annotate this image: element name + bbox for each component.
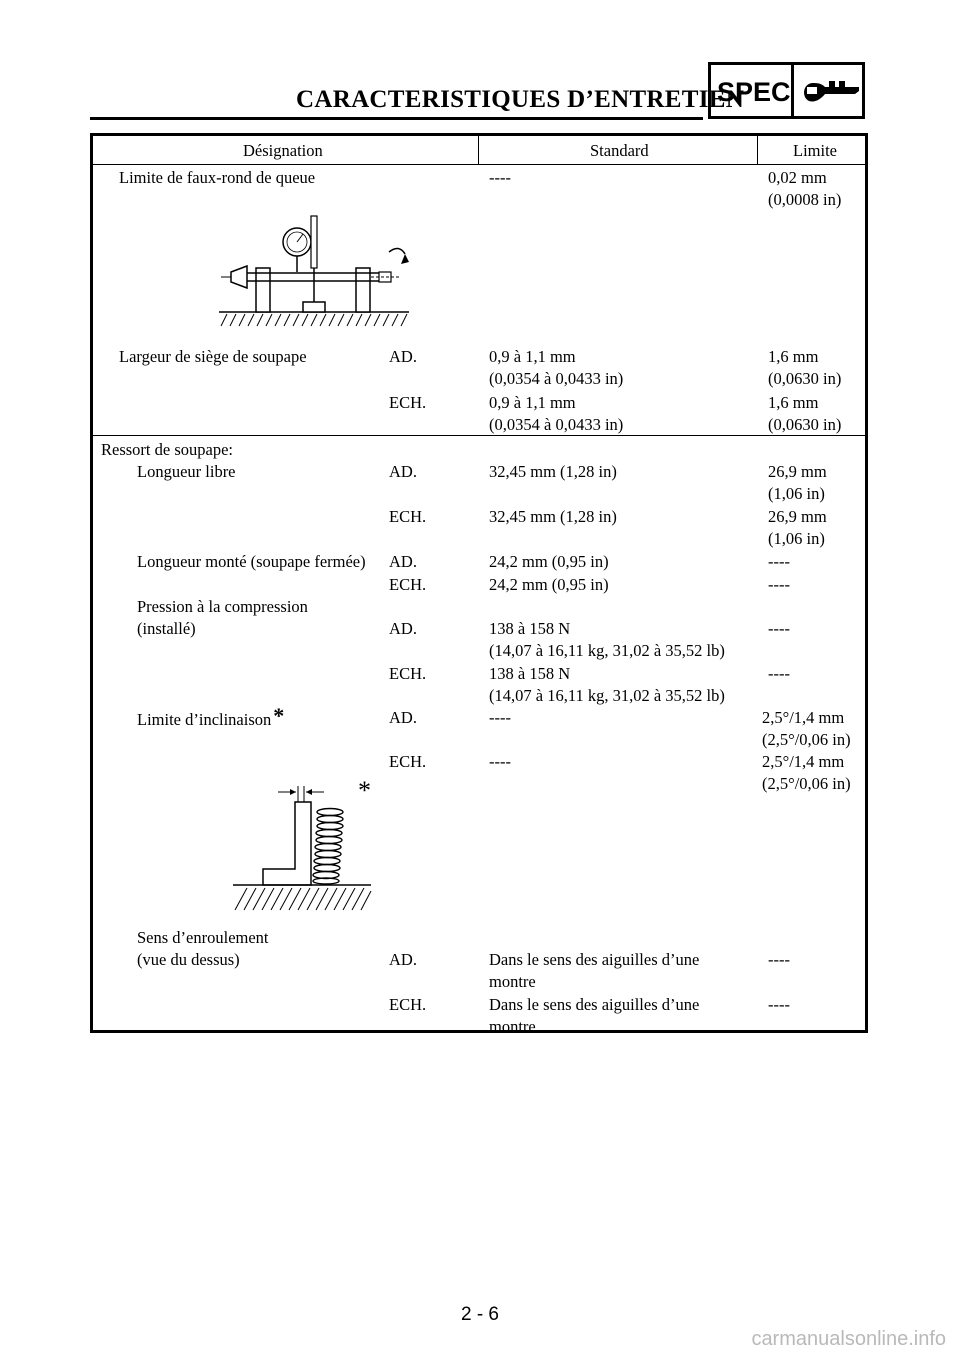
- pression-ad-tag: AD.: [389, 619, 417, 638]
- libre-ech-limit: 26,9 mm: [768, 507, 827, 526]
- largeur-ad-standard-in: (0,0354 à 0,0433 in): [489, 369, 624, 388]
- monte-ech-limit: ----: [768, 575, 790, 594]
- inclinaison-ad-standard: ----: [489, 708, 511, 727]
- sens-ech-standard: Dans le sens des aiguilles d’une: [489, 995, 700, 1014]
- faux-rond-limit: 0,02 mm: [768, 168, 827, 187]
- largeur-ech-limit: 1,6 mm: [768, 393, 819, 412]
- col-header-standard: Standard: [590, 141, 649, 160]
- libre-ech-standard: 32,45 mm (1,28 in): [489, 507, 617, 526]
- row-label-sens-vue: (vue du dessus): [137, 950, 240, 969]
- header-row-rule: [93, 164, 865, 165]
- faux-rond-limit-in: (0,0008 in): [768, 190, 842, 209]
- row-label-longueur-libre: Longueur libre: [137, 462, 236, 481]
- sens-ech-standard-cont: montre: [489, 1017, 536, 1036]
- row-label-faux-rond: Limite de faux-rond de queue: [119, 168, 316, 187]
- inclinaison-ech-tag: ECH.: [389, 752, 427, 771]
- asterisk-icon: *: [358, 776, 371, 805]
- badge-divider: [791, 65, 794, 116]
- pression-ad-standard-detail: (14,07 à 16,11 kg, 31,02 à 35,52 lb): [489, 641, 725, 660]
- monte-ech-standard: 24,2 mm (0,95 in): [489, 575, 609, 594]
- row-label-pression: Pression à la compression: [137, 597, 308, 616]
- inclinaison-ad-limit-in: (2,5°/0,06 in): [762, 730, 851, 749]
- asterisk-icon: *: [273, 703, 285, 728]
- row-label-largeur: Largeur de siège de soupape: [119, 347, 307, 366]
- sens-ech-limit: ----: [768, 995, 790, 1014]
- row-label-inclinaison: [137, 703, 285, 731]
- col-divider: [478, 136, 479, 164]
- page-number: 2 - 6: [460, 1304, 500, 1325]
- libre-ad-tag: AD.: [389, 462, 417, 481]
- largeur-ad-limit-in: (0,0630 in): [768, 369, 842, 388]
- libre-ech-tag: ECH.: [389, 507, 427, 526]
- col-header-limit: Limite: [793, 141, 837, 160]
- monte-ad-limit: ----: [768, 552, 790, 571]
- row-label-pression-installe: (installé): [137, 619, 196, 638]
- monte-ech-tag: ECH.: [389, 575, 427, 594]
- faux-rond-standard: ----: [489, 168, 511, 187]
- inclinaison-ad-tag: AD.: [389, 708, 417, 727]
- largeur-ech-limit-in: (0,0630 in): [768, 415, 842, 434]
- pression-ech-standard: 138 à 158 N: [489, 664, 571, 683]
- inclinaison-ech-limit-in: (2,5°/0,06 in): [762, 774, 851, 793]
- runout-figure: [211, 208, 421, 328]
- col-header-designation: Désignation: [243, 141, 323, 160]
- libre-ad-limit-in: (1,06 in): [768, 484, 825, 503]
- spec-badge: [708, 62, 865, 119]
- sens-ech-tag: ECH.: [389, 995, 427, 1014]
- largeur-ech-standard: 0,9 à 1,1 mm: [489, 393, 576, 412]
- libre-ad-standard: 32,45 mm (1,28 in): [489, 462, 617, 481]
- largeur-ech-standard-in: (0,0354 à 0,0433 in): [489, 415, 624, 434]
- col-divider: [757, 136, 758, 164]
- spec-label: SPEC: [717, 77, 791, 107]
- largeur-ad-limit: 1,6 mm: [768, 347, 819, 366]
- inclinaison-ech-limit: 2,5°/1,4 mm: [762, 752, 845, 771]
- largeur-ad-standard: 0,9 à 1,1 mm: [489, 347, 576, 366]
- sens-ad-standard: Dans le sens des aiguilles d’une: [489, 950, 700, 969]
- pression-ech-limit: ----: [768, 664, 790, 683]
- header-rule: [90, 117, 703, 120]
- monte-ad-standard: 24,2 mm (0,95 in): [489, 552, 609, 571]
- section-rule: [93, 435, 865, 436]
- watermark: carmanualsonline.info: [751, 1328, 946, 1350]
- largeur-ad-tag: AD.: [389, 347, 417, 366]
- sens-ad-standard-cont: montre: [489, 972, 536, 991]
- wrench-icon: [799, 75, 863, 111]
- libre-ad-limit: 26,9 mm: [768, 462, 827, 481]
- sens-ad-limit: ----: [768, 950, 790, 969]
- spring-tilt-figure: [233, 772, 393, 922]
- inclinaison-label: Limite d’inclinaison: [137, 710, 272, 729]
- pression-ech-tag: ECH.: [389, 664, 427, 683]
- pression-ech-standard-detail: (14,07 à 16,11 kg, 31,02 à 35,52 lb): [489, 686, 725, 705]
- pression-ad-limit: ----: [768, 619, 790, 638]
- sens-ad-tag: AD.: [389, 950, 417, 969]
- monte-ad-tag: AD.: [389, 552, 417, 571]
- libre-ech-limit-in: (1,06 in): [768, 529, 825, 548]
- page-title: CARACTERISTIQUES D’ENTRETIEN: [296, 86, 745, 113]
- row-label-longueur-monte: Longueur monté (soupape fermée): [137, 552, 366, 571]
- row-label-sens: Sens d’enroulement: [137, 928, 269, 947]
- inclinaison-ad-limit: 2,5°/1,4 mm: [762, 708, 845, 727]
- pression-ad-standard: 138 à 158 N: [489, 619, 571, 638]
- inclinaison-ech-standard: ----: [489, 752, 511, 771]
- section-label-ressort: Ressort de soupape:: [101, 440, 233, 459]
- largeur-ech-tag: ECH.: [389, 393, 427, 412]
- spec-table: [90, 133, 868, 1036]
